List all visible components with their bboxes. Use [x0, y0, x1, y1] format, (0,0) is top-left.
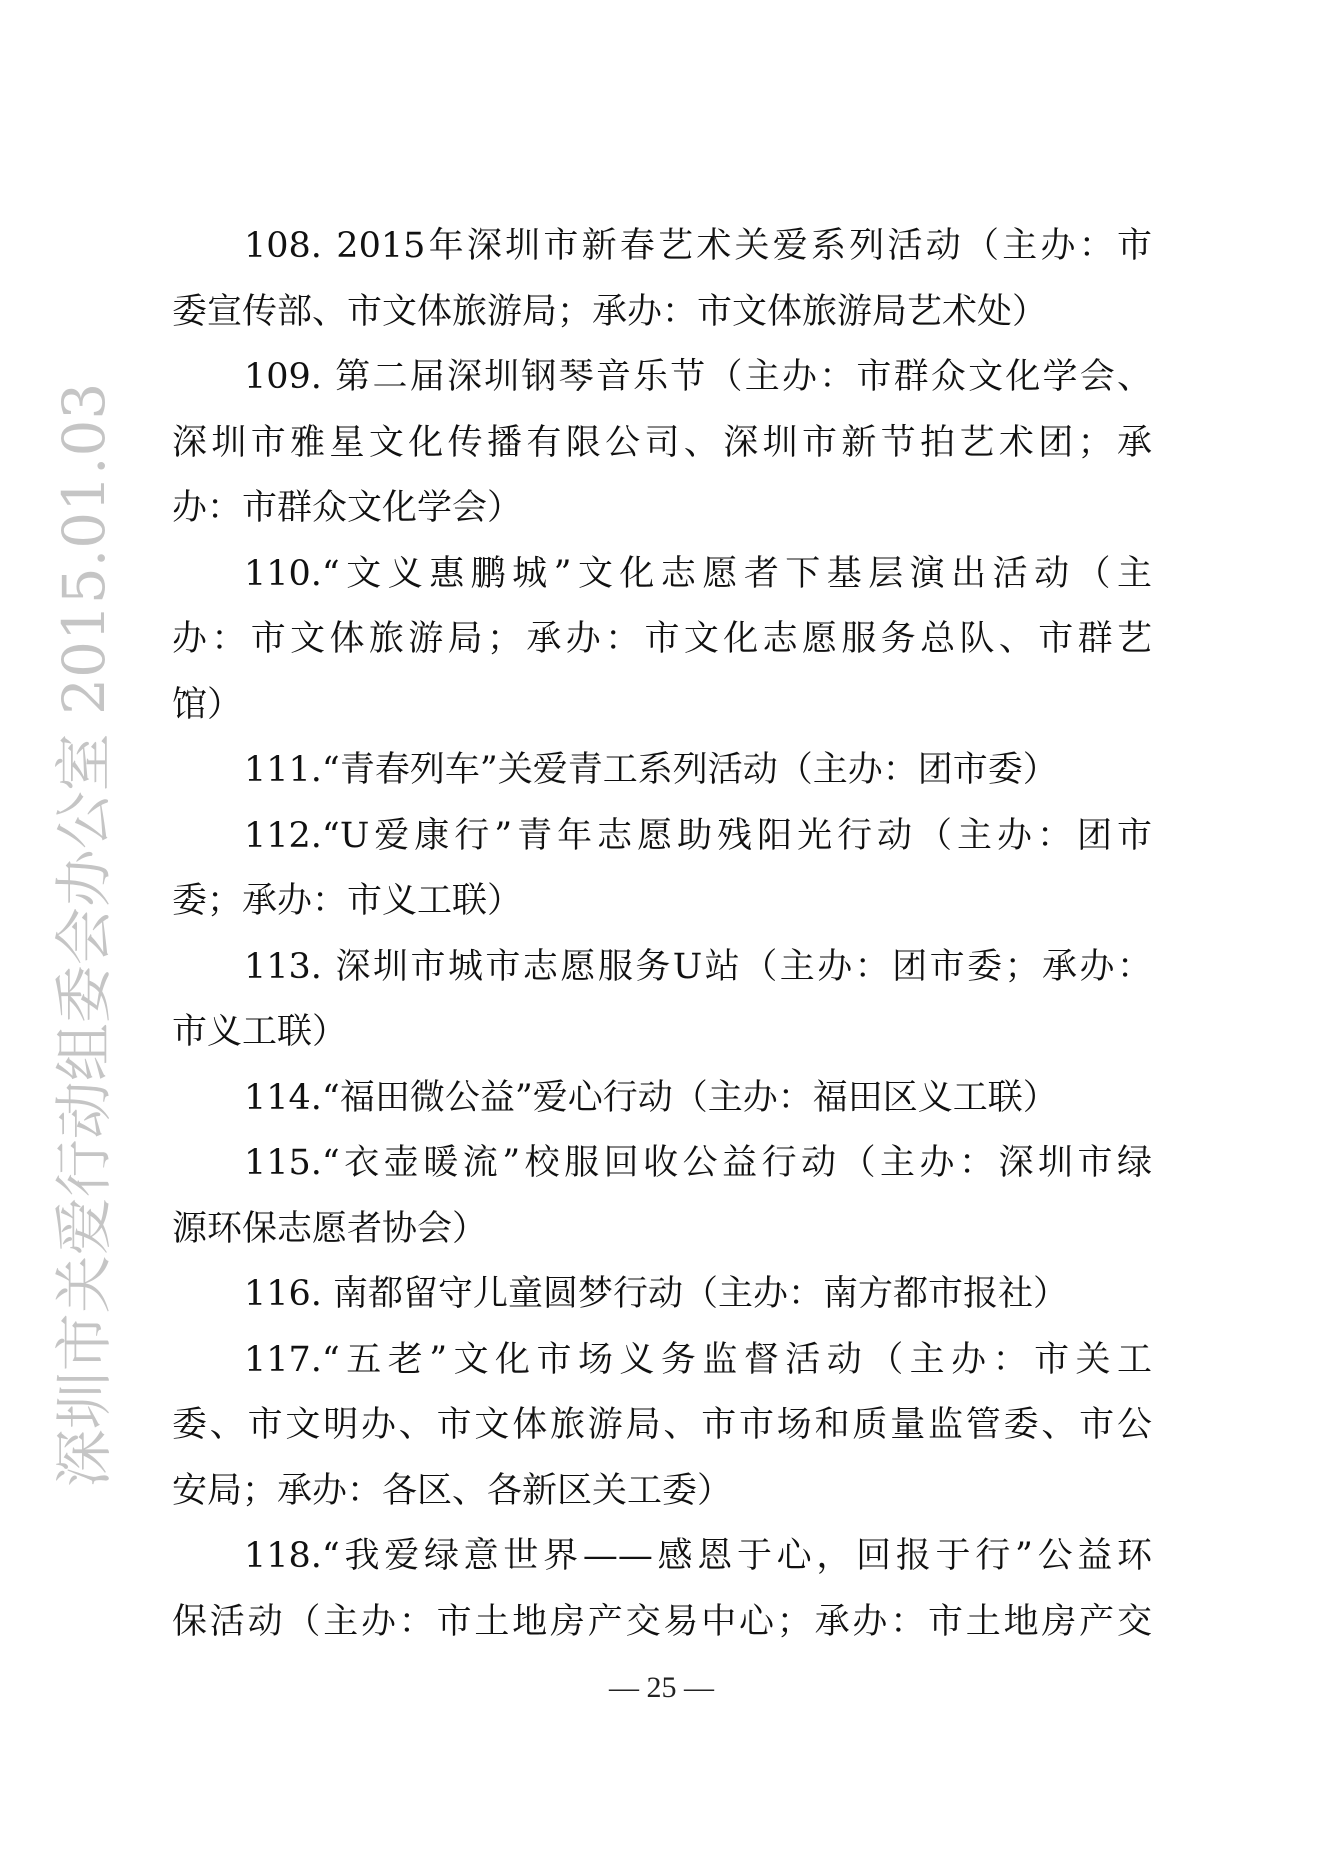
- text-line: 馆）: [172, 684, 243, 725]
- list-item: [172, 935, 1152, 1066]
- text-line: 安局；承办：各区、各新区关工委）: [172, 1470, 733, 1511]
- list-item: [172, 345, 1152, 542]
- text-line: 111.“青春列车”关爱青工系列活动（主办：团市委）: [244, 750, 1058, 790]
- text-line: 办：市文体旅游局；承办：市文化志愿服务总队、市群艺: [172, 619, 1152, 659]
- text-line: 委宣传部、市文体旅游局；承办：市文体旅游局艺术处）: [172, 291, 1048, 332]
- text-line: 109. 第二届深圳钢琴音乐节（主办：市群众文化学会、: [244, 357, 1152, 397]
- list-item: [172, 1066, 1152, 1132]
- list-item: [172, 738, 1152, 804]
- text-line: 委；承办：市义工联）: [172, 881, 523, 921]
- list-item: [172, 804, 1152, 935]
- text-line: 108. 2015年深圳市新春艺术关爱系列活动（主办：市: [244, 226, 1152, 266]
- text-line: 118.“我爱绿意世界——感恩于心，回报于行”公益环: [244, 1536, 1152, 1576]
- list-item: [172, 1328, 1152, 1525]
- text-line: 113. 深圳市城市志愿服务U站（主办：团市委；承办：: [244, 946, 1152, 987]
- text-line: 保活动（主办：市土地房产交易中心；承办：市土地房产交: [172, 1601, 1152, 1642]
- text-line: 116. 南都留守儿童圆梦行动（主办：南方都市报社）: [244, 1274, 1069, 1314]
- text-line: 115.“衣壶暖流”校服回收公益行动（主办：深圳市绿: [244, 1143, 1152, 1183]
- text-line: 委、市文明办、市文体旅游局、市市场和质量监管委、市公: [172, 1405, 1152, 1445]
- text-line: 市义工联）: [172, 1012, 348, 1052]
- text-line: 办：市群众文化学会）: [172, 488, 523, 528]
- list-item: [172, 1262, 1152, 1328]
- text-line: 源环保志愿者协会）: [172, 1208, 488, 1249]
- text-line: 110.“文义惠鹏城”文化志愿者下基层演出活动（主: [244, 553, 1152, 594]
- text-line: 114.“福田微公益”爱心行动（主办：福田区义工联）: [244, 1077, 1058, 1118]
- text-line: 112.“U爱康行”青年志愿助残阳光行动（主办：团市: [244, 815, 1152, 856]
- page-number: — 25 —: [609, 1671, 714, 1704]
- watermark: 深圳市关爱行动组委会办公室 2015.01.03: [50, 382, 118, 1488]
- text-line: 117.“五老”文化市场义务监督活动（主办：市关工: [244, 1339, 1152, 1380]
- list-item: [172, 1131, 1152, 1262]
- list-item: [172, 214, 1152, 345]
- text-line: 深圳市雅星文化传播有限公司、深圳市新节拍艺术团；承: [172, 422, 1152, 463]
- list-item: [172, 542, 1152, 739]
- document-body: [172, 214, 1152, 1655]
- list-item: [172, 1524, 1152, 1655]
